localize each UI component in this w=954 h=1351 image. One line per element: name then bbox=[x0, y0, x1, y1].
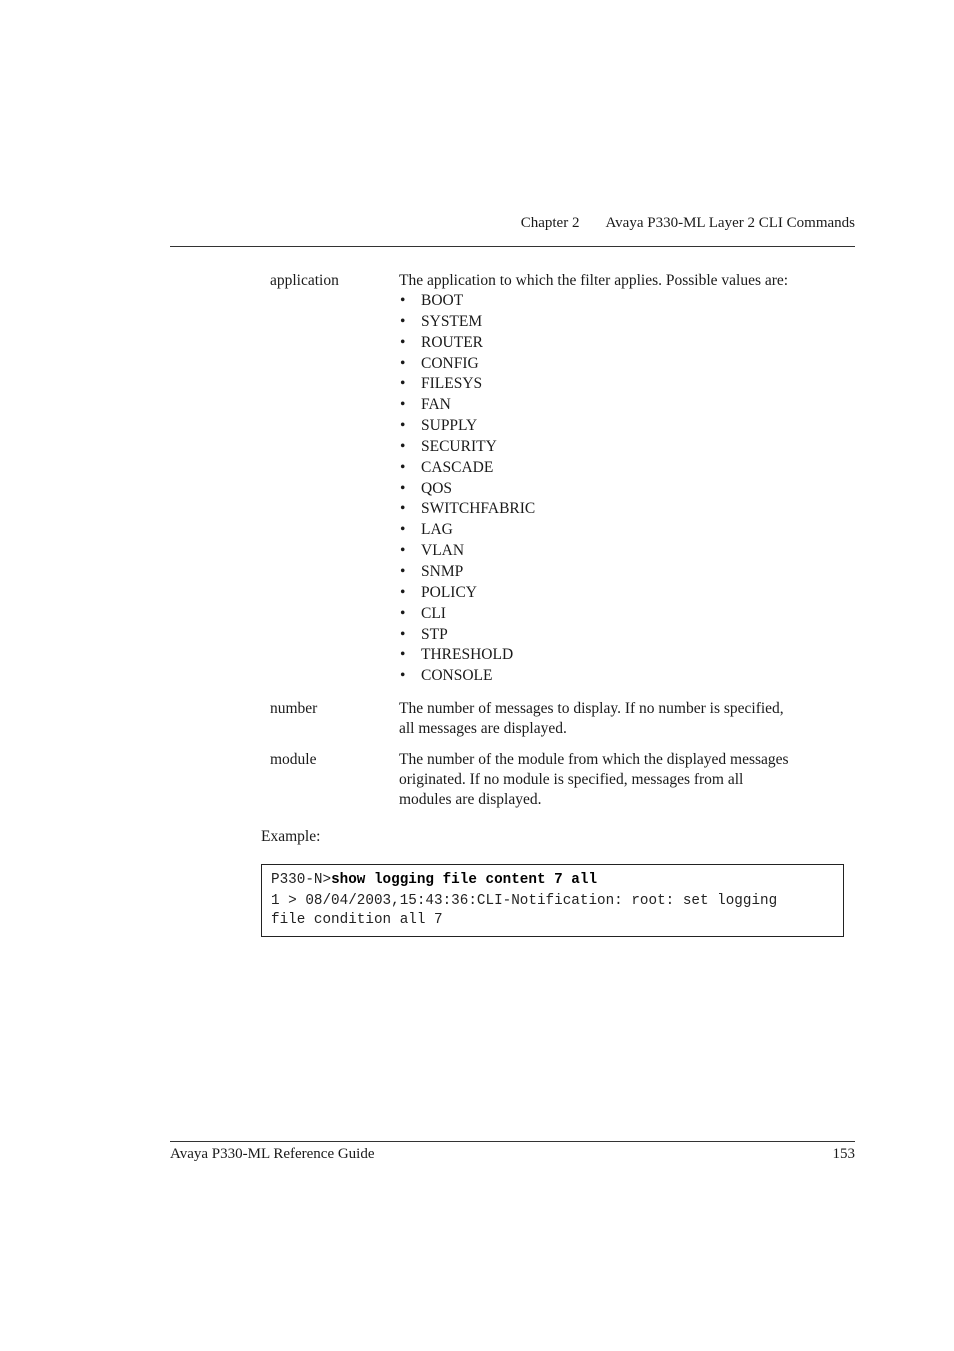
list-item bbox=[399, 645, 859, 666]
param-description bbox=[399, 750, 859, 810]
list-item bbox=[399, 354, 859, 375]
list-item-label: ROUTER bbox=[421, 333, 483, 351]
list-item-label: POLICY bbox=[421, 583, 477, 601]
description-line: The number of the module from which the displayed messages bbox=[399, 751, 789, 768]
list-item bbox=[399, 437, 859, 458]
description-line: originated. If no module is specified, messages from all bbox=[399, 771, 744, 788]
list-item-label: THRESHOLD bbox=[421, 646, 514, 664]
list-item bbox=[399, 333, 859, 354]
list-item-label: CLI bbox=[421, 604, 446, 622]
footer-title: Avaya P330-ML Reference Guide bbox=[170, 1146, 375, 1162]
list-item bbox=[399, 541, 859, 562]
list-item bbox=[399, 604, 859, 625]
description-line: all messages are displayed. bbox=[399, 720, 567, 737]
header-divider bbox=[170, 246, 855, 247]
bullet-icon: • bbox=[400, 562, 406, 580]
param-description-text: The application to which the filter applies. Possible values are: bbox=[399, 272, 789, 289]
bullet-icon: • bbox=[400, 479, 406, 497]
application-values-list bbox=[399, 291, 859, 687]
code-command-line bbox=[271, 871, 597, 890]
list-item-label: CONFIG bbox=[421, 354, 479, 372]
bullet-icon: • bbox=[400, 333, 406, 351]
bullet-icon: • bbox=[400, 354, 406, 372]
list-item-label: SWITCHFABRIC bbox=[421, 500, 536, 518]
list-item-label: FILESYS bbox=[421, 375, 483, 393]
example-label: Example: bbox=[261, 828, 321, 845]
list-item bbox=[399, 562, 859, 583]
code-output-line: 1 > 08/04/2003,15:43:36:CLI-Notification: root: set logging bbox=[271, 893, 778, 909]
bullet-icon: • bbox=[400, 500, 406, 518]
list-item-label: STP bbox=[421, 625, 448, 643]
footer-divider bbox=[170, 1141, 855, 1142]
list-item bbox=[399, 395, 859, 416]
list-item bbox=[399, 499, 859, 520]
list-item-label: SUPPLY bbox=[421, 417, 478, 435]
list-item bbox=[399, 416, 859, 437]
code-example-box bbox=[261, 864, 844, 937]
list-item-label: CASCADE bbox=[421, 458, 494, 476]
bullet-icon: • bbox=[400, 312, 406, 330]
list-item bbox=[399, 666, 859, 687]
list-item bbox=[399, 625, 859, 646]
list-item bbox=[399, 374, 859, 395]
bullet-icon: • bbox=[400, 542, 406, 560]
param-description bbox=[399, 271, 859, 687]
list-item-label: QOS bbox=[421, 479, 453, 497]
list-item-label: SECURITY bbox=[421, 437, 497, 455]
bullet-icon: • bbox=[400, 437, 406, 455]
bullet-icon: • bbox=[400, 667, 406, 685]
bullet-icon: • bbox=[400, 521, 406, 539]
param-name: module bbox=[270, 751, 317, 768]
bullet-icon: • bbox=[400, 625, 406, 643]
bullet-icon: • bbox=[400, 458, 406, 476]
list-item-label: SYSTEM bbox=[421, 312, 483, 330]
list-item bbox=[399, 479, 859, 500]
bullet-icon: • bbox=[400, 375, 406, 393]
code-output-line: file condition all 7 bbox=[271, 912, 443, 928]
bullet-icon: • bbox=[400, 417, 406, 435]
param-name: number bbox=[270, 700, 318, 717]
list-item bbox=[399, 312, 859, 333]
list-item-label: FAN bbox=[421, 396, 451, 414]
list-item-label: VLAN bbox=[421, 542, 465, 560]
chapter-label: Chapter 2 bbox=[520, 215, 580, 231]
description-line: modules are displayed. bbox=[399, 791, 542, 808]
list-item-label: CONSOLE bbox=[421, 667, 493, 685]
page-header bbox=[170, 215, 855, 232]
description-line: The number of messages to display. If no number is specified, bbox=[399, 700, 784, 717]
param-description bbox=[399, 699, 859, 739]
header-title: Avaya P330-ML Layer 2 CLI Commands bbox=[605, 215, 855, 231]
list-item bbox=[399, 583, 859, 604]
bullet-icon: • bbox=[400, 646, 406, 664]
bullet-icon: • bbox=[400, 292, 406, 309]
page-number: 153 bbox=[832, 1146, 855, 1162]
list-item-label: BOOT bbox=[421, 292, 464, 309]
list-item bbox=[399, 458, 859, 479]
list-item-label: LAG bbox=[421, 521, 453, 539]
list-item bbox=[399, 291, 859, 312]
bullet-icon: • bbox=[400, 583, 406, 601]
list-item-label: SNMP bbox=[421, 562, 464, 580]
cli-prompt: P330-N> bbox=[271, 872, 332, 888]
bullet-icon: • bbox=[400, 396, 406, 414]
list-item bbox=[399, 520, 859, 541]
cli-command: show logging file content 7 all bbox=[331, 872, 598, 888]
bullet-icon: • bbox=[400, 604, 406, 622]
param-name: application bbox=[270, 272, 339, 289]
